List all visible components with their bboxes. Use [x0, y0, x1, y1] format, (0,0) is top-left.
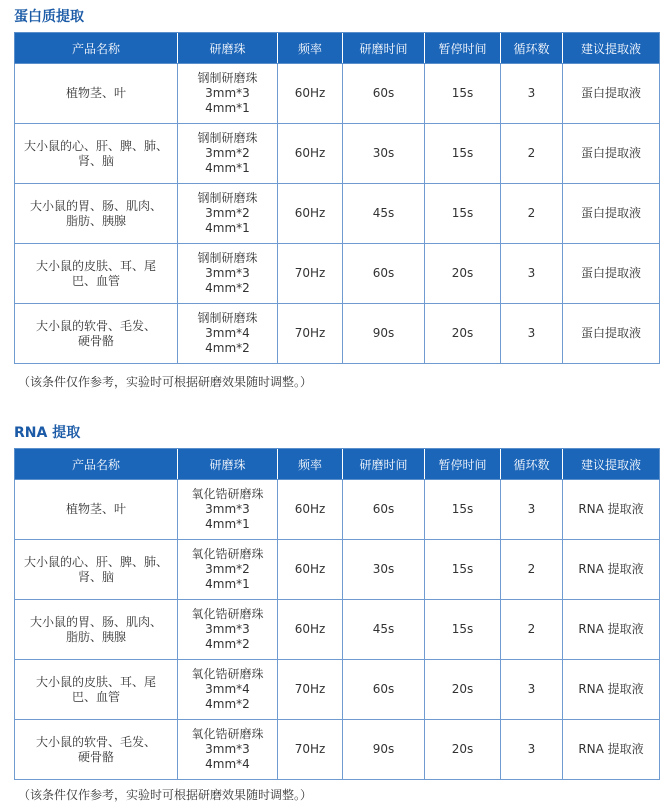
frequency-cell: 70Hz: [278, 660, 343, 720]
col-header-product: 产品名称: [15, 449, 178, 480]
beads-size: 3mm*3: [205, 742, 250, 756]
frequency-cell: 60Hz: [278, 124, 343, 184]
pause-time-cell: 15s: [425, 184, 501, 244]
reagent-cell: 蛋白提取液: [563, 184, 660, 244]
beads-size: 3mm*3: [205, 502, 250, 516]
cycles-cell: 3: [501, 64, 563, 124]
beads-size: 3mm*3: [205, 622, 250, 636]
protein-table: [14, 32, 660, 364]
product-cell: [15, 660, 178, 720]
grind-time-cell: 30s: [343, 124, 425, 184]
beads-cell: [178, 64, 278, 124]
beads-type: 钢制研磨珠: [197, 71, 258, 85]
rna-note: （该条件仅作参考，实验时可根据研磨效果随时调整。）: [18, 788, 313, 802]
pause-time-cell: 15s: [425, 64, 501, 124]
col-header-grind-time: 研磨时间: [343, 33, 425, 64]
beads-cell: [178, 304, 278, 364]
product-line: 巴、血管: [71, 689, 120, 704]
frequency-cell: 60Hz: [278, 64, 343, 124]
grind-time-cell: 90s: [343, 720, 425, 780]
grind-time-cell: 60s: [343, 244, 425, 304]
frequency-cell: 60Hz: [278, 184, 343, 244]
frequency-cell: 70Hz: [278, 720, 343, 780]
grind-time-cell: 60s: [343, 660, 425, 720]
beads-size: 4mm*2: [205, 341, 250, 355]
beads-size: 4mm*1: [205, 577, 250, 591]
grind-time-cell: 30s: [343, 540, 425, 600]
product-line: 大小鼠的心、肝、脾、肺、: [23, 554, 168, 569]
reagent-cell: 蛋白提取液: [563, 244, 660, 304]
cycles-cell: 3: [501, 480, 563, 540]
cycles-cell: 3: [501, 244, 563, 304]
beads-size: 4mm*2: [205, 281, 250, 295]
product-line: 硬骨骼: [77, 749, 114, 764]
beads-size: 3mm*4: [205, 682, 250, 696]
beads-cell: [178, 660, 278, 720]
rna-section-title: RNA 提取: [14, 425, 81, 441]
frequency-cell: 70Hz: [278, 304, 343, 364]
beads-size: 4mm*1: [205, 161, 250, 175]
pause-time-cell: 20s: [425, 720, 501, 780]
col-header-beads: 研磨珠: [178, 33, 278, 64]
grind-time-cell: 60s: [343, 64, 425, 124]
product-cell: [15, 124, 178, 184]
cycles-cell: 3: [501, 660, 563, 720]
table-row: [15, 660, 660, 720]
cycles-cell: 3: [501, 720, 563, 780]
pause-time-cell: 15s: [425, 600, 501, 660]
pause-time-cell: 15s: [425, 124, 501, 184]
table-row: [15, 540, 660, 600]
cycles-cell: 2: [501, 184, 563, 244]
product-cell: [15, 64, 178, 124]
beads-size: 3mm*2: [205, 562, 250, 576]
cycles-cell: 2: [501, 540, 563, 600]
col-header-cycles: 循环数: [501, 449, 563, 480]
col-header-pause-time: 暂停时间: [425, 449, 501, 480]
col-header-reagent: 建议提取液: [563, 449, 660, 480]
beads-cell: [178, 480, 278, 540]
product-line: 植物茎、叶: [65, 86, 126, 100]
product-line: 大小鼠的胃、肠、肌肉、: [29, 614, 162, 629]
frequency-cell: 60Hz: [278, 540, 343, 600]
reagent-cell: RNA 提取液: [563, 540, 660, 600]
protein-note: （该条件仅作参考，实验时可根据研磨效果随时调整。）: [18, 375, 313, 389]
beads-type: 氧化锆研磨珠: [191, 667, 264, 681]
reagent-cell: 蛋白提取液: [563, 304, 660, 364]
product-line: 巴、血管: [71, 273, 120, 288]
col-header-cycles: 循环数: [501, 33, 563, 64]
col-header-reagent: 建议提取液: [563, 33, 660, 64]
frequency-cell: 60Hz: [278, 480, 343, 540]
product-line: 脂肪、胰腺: [65, 629, 126, 644]
beads-type: 氧化锆研磨珠: [191, 727, 264, 741]
beads-size: 4mm*2: [205, 697, 250, 711]
table-row: [15, 184, 660, 244]
grind-time-cell: 45s: [343, 184, 425, 244]
beads-size: 3mm*4: [205, 326, 250, 340]
beads-cell: [178, 184, 278, 244]
product-cell: [15, 480, 178, 540]
beads-size: 3mm*2: [205, 146, 250, 160]
table-header-row: [15, 33, 660, 64]
protein-section-title: 蛋白质提取: [14, 9, 84, 25]
product-cell: [15, 540, 178, 600]
col-header-product: 产品名称: [15, 33, 178, 64]
reagent-cell: RNA 提取液: [563, 600, 660, 660]
beads-cell: [178, 540, 278, 600]
beads-type: 钢制研磨珠: [197, 251, 258, 265]
reagent-cell: 蛋白提取液: [563, 124, 660, 184]
table-row: [15, 720, 660, 780]
reagent-cell: 蛋白提取液: [563, 64, 660, 124]
beads-type: 氧化锆研磨珠: [191, 487, 264, 501]
pause-time-cell: 20s: [425, 660, 501, 720]
grind-time-cell: 45s: [343, 600, 425, 660]
product-cell: [15, 244, 178, 304]
beads-size: 4mm*2: [205, 637, 250, 651]
col-header-pause-time: 暂停时间: [425, 33, 501, 64]
product-cell: [15, 720, 178, 780]
reagent-cell: RNA 提取液: [563, 480, 660, 540]
table-row: [15, 304, 660, 364]
beads-size: 4mm*4: [205, 757, 250, 771]
product-line: 大小鼠的皮肤、耳、尾: [35, 674, 156, 689]
cycles-cell: 2: [501, 600, 563, 660]
grind-time-cell: 90s: [343, 304, 425, 364]
beads-size: 3mm*2: [205, 206, 250, 220]
beads-cell: [178, 244, 278, 304]
table-row: [15, 64, 660, 124]
beads-size: 3mm*3: [205, 266, 250, 280]
product-line: 大小鼠的心、肝、脾、肺、: [23, 138, 168, 153]
pause-time-cell: 15s: [425, 540, 501, 600]
product-line: 大小鼠的皮肤、耳、尾: [35, 258, 156, 273]
pause-time-cell: 20s: [425, 304, 501, 364]
col-header-beads: 研磨珠: [178, 449, 278, 480]
beads-cell: [178, 600, 278, 660]
frequency-cell: 70Hz: [278, 244, 343, 304]
product-line: 大小鼠的胃、肠、肌肉、: [29, 198, 162, 213]
product-line: 大小鼠的软骨、毛发、: [35, 734, 156, 749]
col-header-frequency: 频率: [278, 449, 343, 480]
table-row: [15, 124, 660, 184]
product-line: 大小鼠的软骨、毛发、: [35, 318, 156, 333]
cycles-cell: 3: [501, 304, 563, 364]
product-cell: [15, 184, 178, 244]
table-row: [15, 600, 660, 660]
beads-size: 4mm*1: [205, 517, 250, 531]
product-line: 脂肪、胰腺: [65, 213, 126, 228]
reagent-cell: RNA 提取液: [563, 660, 660, 720]
pause-time-cell: 15s: [425, 480, 501, 540]
beads-cell: [178, 124, 278, 184]
beads-cell: [178, 720, 278, 780]
table-row: [15, 244, 660, 304]
cycles-cell: 2: [501, 124, 563, 184]
beads-size: 3mm*3: [205, 86, 250, 100]
rna-table: [14, 448, 660, 780]
product-cell: [15, 600, 178, 660]
grind-time-cell: 60s: [343, 480, 425, 540]
table-header-row: [15, 449, 660, 480]
product-cell: [15, 304, 178, 364]
product-line: 肾、脑: [77, 153, 114, 168]
beads-type: 钢制研磨珠: [197, 131, 258, 145]
beads-type: 氧化锆研磨珠: [191, 607, 264, 621]
product-line: 肾、脑: [77, 569, 114, 584]
beads-type: 氧化锆研磨珠: [191, 547, 264, 561]
frequency-cell: 60Hz: [278, 600, 343, 660]
product-line: 植物茎、叶: [65, 502, 126, 516]
pause-time-cell: 20s: [425, 244, 501, 304]
beads-type: 钢制研磨珠: [197, 311, 258, 325]
beads-type: 钢制研磨珠: [197, 191, 258, 205]
reagent-cell: RNA 提取液: [563, 720, 660, 780]
col-header-grind-time: 研磨时间: [343, 449, 425, 480]
table-row: [15, 480, 660, 540]
product-line: 硬骨骼: [77, 333, 114, 348]
col-header-frequency: 频率: [278, 33, 343, 64]
beads-size: 4mm*1: [205, 221, 250, 235]
beads-size: 4mm*1: [205, 101, 250, 115]
